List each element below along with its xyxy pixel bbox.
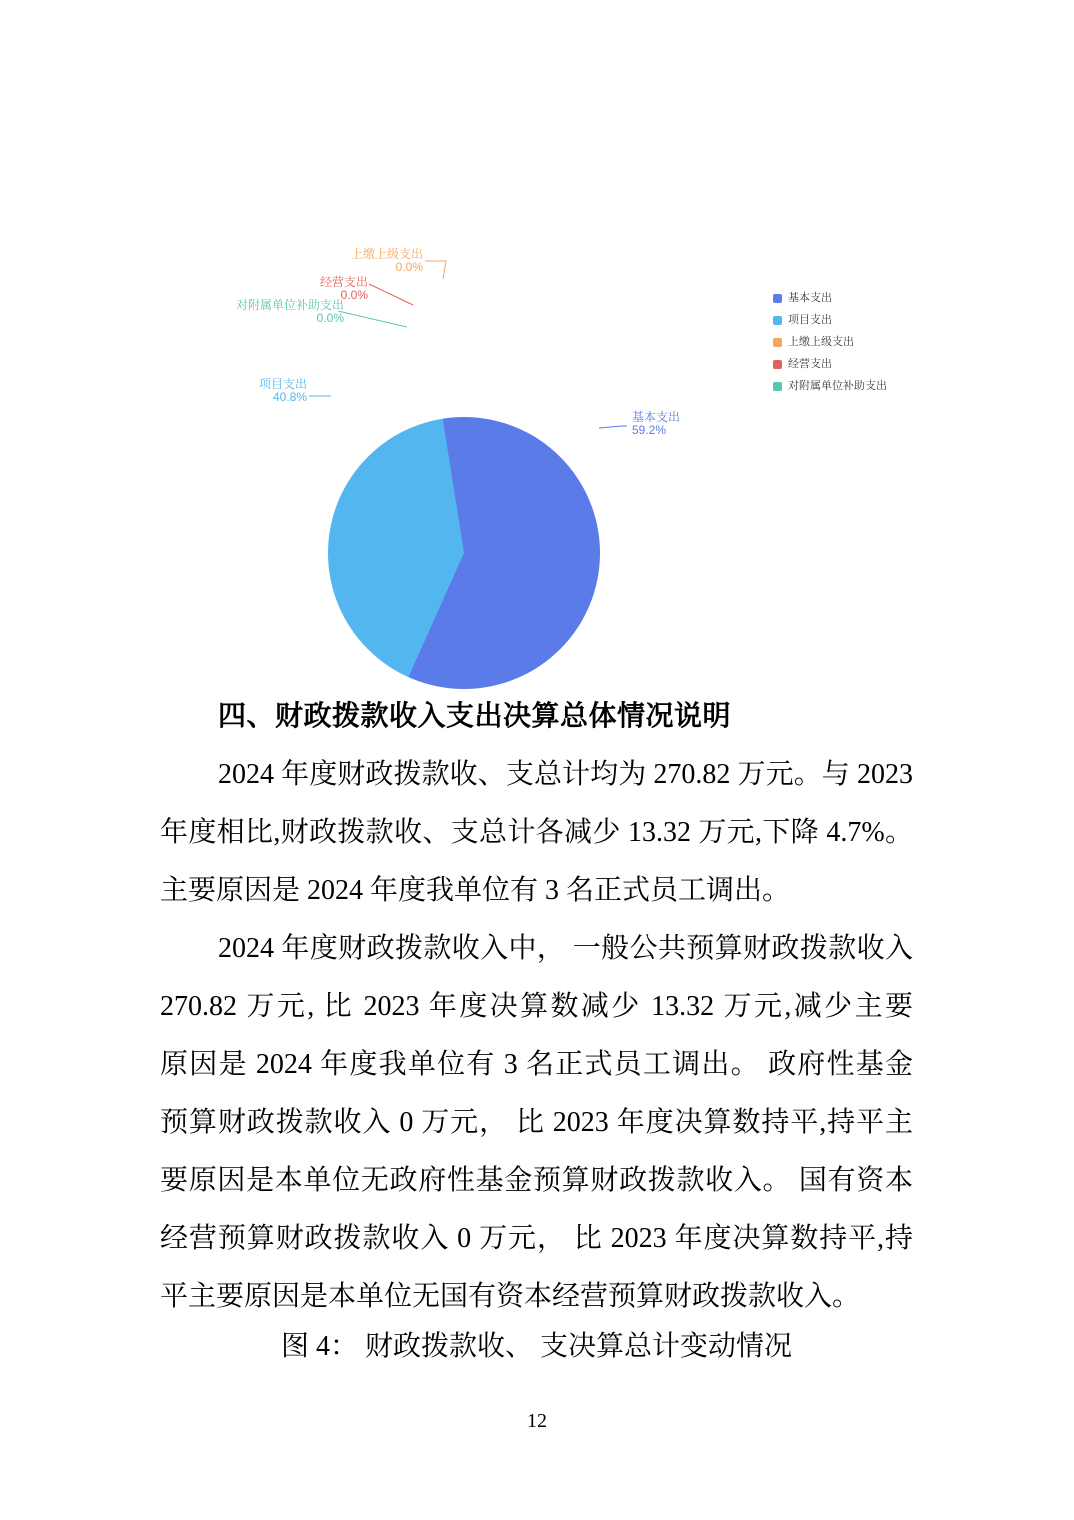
leader-line-jingying (369, 284, 413, 305)
pie-label-xiangmu (259, 378, 307, 404)
body-line: 2024 年度财政拨款收、支总计均为 270.82 万元。与 2023 (218, 759, 913, 790)
legend-swatch-icon (773, 338, 782, 347)
body-text (160, 746, 913, 1326)
legend-item-shangjiao (773, 337, 887, 347)
pie-label-value: 0.0% (395, 260, 423, 274)
pie-label-name: 对附属单位补助支出 (235, 298, 344, 312)
legend-label: 经营支出 (788, 357, 832, 370)
legend-swatch-icon (773, 316, 782, 325)
pie-label-name: 项目支出 (258, 377, 307, 391)
chart-legend (773, 293, 887, 391)
pie-label-value: 0.0% (340, 288, 368, 302)
pie-label-value: 59.2% (632, 423, 667, 437)
pie-label-jiben (632, 411, 680, 437)
body-line: 270.82 万元, 比 2023 年度决算数减少 13.32 万元,减少主要 (160, 991, 913, 1022)
leader-line-fushu (338, 311, 407, 327)
leader-line-jiben (599, 426, 627, 428)
pie-label-name: 上缴上级支出 (350, 247, 423, 261)
legend-item-jiben (773, 293, 887, 303)
body-line: 要原因是本单位无政府性基金预算财政拨款收入。 国有资本 (160, 1165, 913, 1196)
legend-label: 上缴上级支出 (788, 335, 854, 348)
legend-item-xiangmu (773, 315, 887, 325)
body-line: 主要原因是 2024 年度我单位有 3 名正式员工调出。 (160, 875, 791, 906)
figure-caption: 图 4： 财政拨款收、 支决算总计变动情况 (280, 1331, 792, 1362)
page-number: 12 (527, 1410, 547, 1432)
legend-label: 基本支出 (788, 291, 832, 304)
pie-label-value: 40.8% (272, 390, 307, 404)
body-line: 平主要原因是本单位无国有资本经营预算财政拨款收入。 (160, 1281, 861, 1312)
leader-line-shangjiao (425, 261, 446, 279)
legend-swatch-icon (773, 294, 782, 303)
pie-chart-figure (0, 140, 1074, 610)
legend-item-jingying (773, 359, 887, 369)
pie-label-value: 0.0% (316, 311, 344, 325)
legend-swatch-icon (773, 382, 782, 391)
legend-label: 项目支出 (788, 313, 832, 326)
legend-item-fushu (773, 381, 887, 391)
section-heading: 四、财政拨款收入支出决算总体情况说明 (218, 700, 732, 731)
body-line: 原因是 2024 年度我单位有 3 名正式员工调出。 政府性基金 (160, 1049, 913, 1080)
body-line: 经营预算财政拨款收入 0 万元， 比 2023 年度决算数持平,持 (160, 1223, 913, 1254)
pie-label-name: 经营支出 (319, 275, 368, 289)
pie-label-fushu (236, 299, 344, 325)
pie-label-name: 基本支出 (632, 410, 681, 424)
body-line: 预算财政拨款收入 0 万元， 比 2023 年度决算数持平,持平主 (160, 1107, 913, 1138)
body-line: 年度相比,财政拨款收、支总计各减少 13.32 万元,下降 4.7%。 (160, 817, 913, 848)
pie-label-shangjiao (351, 248, 423, 274)
body-line: 2024 年度财政拨款收入中， 一般公共预算财政拨款收入 (218, 933, 913, 964)
legend-swatch-icon (773, 360, 782, 369)
legend-label: 对附属单位补助支出 (788, 379, 887, 392)
pie-chart (328, 417, 600, 689)
